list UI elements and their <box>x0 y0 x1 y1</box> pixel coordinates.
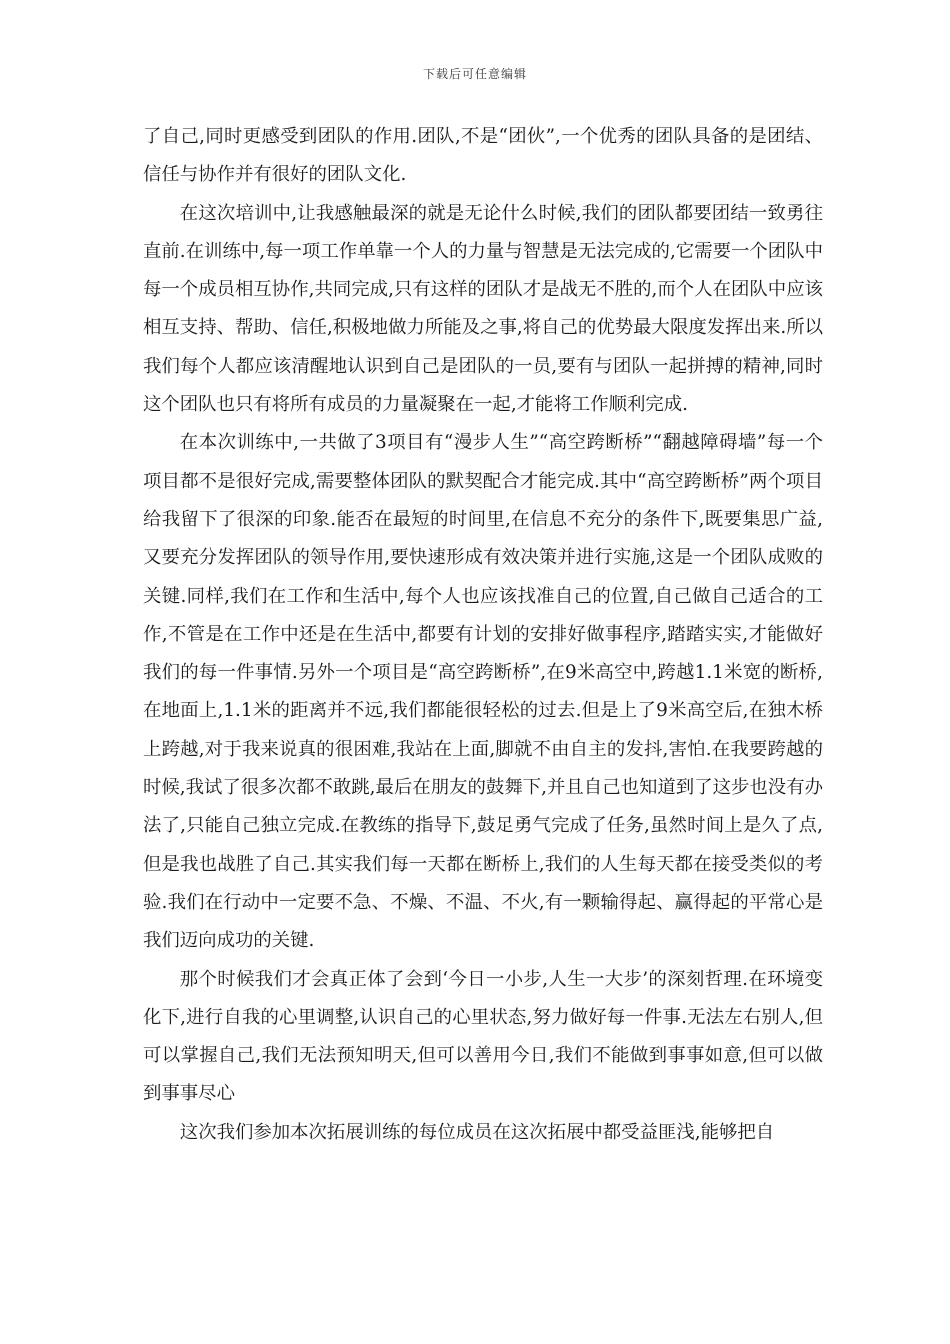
paragraph-4: 那个时候我们才会真正体了会到‘今日一小步,人生一大步’的深刻哲理.在环境变化下,进行自我的心里调整,认识自己的心里状态,努力做好每一件事.无法左右别人,但可以掌握自己,我们无法预知明天,但可以善用今日,我们不能做到事事如意,但可以做到事事尽心 <box>143 968 823 1105</box>
paragraph-5: 这次我们参加本次拓展训练的每位成员在这次拓展中都受益匪浅,能够把自 <box>179 1121 775 1143</box>
paragraph-2: 在这次培训中,让我感触最深的就是无论什么时候,我们的团队都要团结一致勇往直前.在训练中,每一项工作单靠一个人的力量与智慧是无法完成的,它需要一个团队中每一个成员相互协作,共同完成,只有这样的团队才是战无不胜的,而个人在团队中应该相互支持、帮助、信任,积极地做力所能及之事,将自己的优势最大限度发挥出来.所以我们每个人都应该清醒地认识到自己是团队的一员,要有与团队一起拼搏的精神,同时这个团队也只有将所有成员的力量凝聚在一起,才能将工作顺利完成. <box>143 202 823 416</box>
paragraph-1: 了自己,同时更感受到团队的作用.团队,不是“团伙”,一个优秀的团队具备的是团结、信任与协作并有很好的团队文化. <box>143 126 823 186</box>
document-body <box>143 118 823 1152</box>
paragraph-3: 在本次训练中,一共做了3项目有“漫步人生”“高空跨断桥”“翻越障碍墙”每一个项目都不是很好完成,需要整体团队的默契配合才能完成.其中“高空跨断桥”两个项目给我留下了很深的印象.能否在最短的时间里,在信息不充分的条件下,既要集思广益,又要充分发挥团队的领导作用,要快速形成有效决策并进行实施,这是一个团队成败的关键.同样,我们在工作和生活中,每个人也应该找准自己的位置,自己做自己适合的工作,不管是在工作中还是在生活中,都要有计划的安排好做事程序,踏踏实实,才能做好我们的每一件事情.另外一个项目是“高空跨断桥”,在9米高空中,跨越1.1米宽的断桥,在地面上,1.1米的距离并不远,我们都能很轻松的过去.但是上了9米高空后,在独木桥上跨越,对于我来说真的很困难,我站在上面,脚就不由自主的发抖,害怕.在我要跨越的时候,我试了很多次都不敢跳,最后在朋友的鼓舞下,并且自己也知道到了这步也没有办法了,只能自己独立完成.在教练的指导下,鼓足勇气完成了任务,虽然时间上是久了点,但是我也战胜了自己.其实我们每一天都在断桥上,我们的人生每天都在接受类似的考验.我们在行动中一定要不急、不燥、不温、不火,有一颗输得起、赢得起的平常心是我们迈向成功的关键. <box>143 432 823 952</box>
page-header: 下载后可任意编辑 <box>422 67 527 81</box>
